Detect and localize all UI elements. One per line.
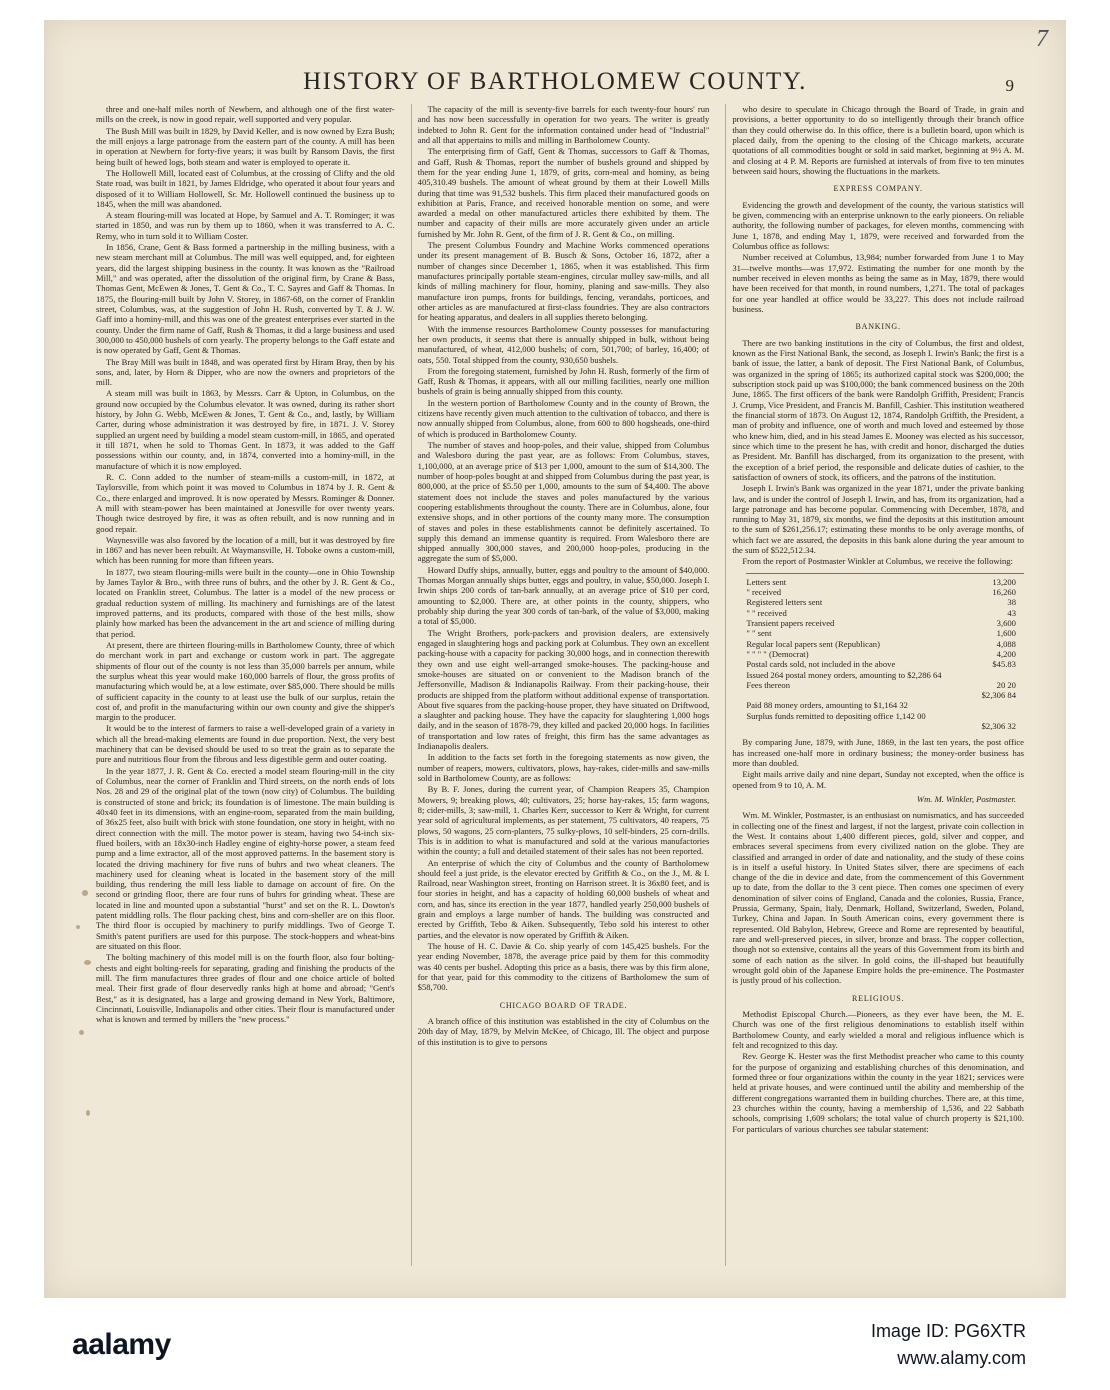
- row-value: 3,600: [996, 617, 1016, 628]
- table-row: [746, 680, 1024, 690]
- row-value: 13,200: [992, 576, 1016, 587]
- postal-statistics-table: [746, 573, 1024, 732]
- paragraph: Eight mails arrive daily and nine depart, Sunday not excepted, when the office is opened from 9 to 10, A. M.: [732, 769, 1024, 790]
- row-label: " received: [746, 587, 782, 597]
- row-value: $45.83: [992, 659, 1016, 670]
- paragraph: In the western portion of Bartholomew County and in the county of Brown, the citizens have recently given much attention to the cultivation of tobacco, and there is now annually shipped from Columbus, alone, from 600 to 800 hogsheads, one-third of which is produced in Bartholomew County.: [417, 397, 710, 439]
- paragraph: Wm. M. Winkler, Postmaster, is an enthusiast on numismatics, and has succeeded in collecting one of the finest and largest, if not the largest, private coin collection in the West. It contains about 1,400 different pieces, gold, silver and copper, and embraces several specimens from every civilized nation on the globe. They are classified and arranged in order of date and nationality, and the study of these coins is in itself a useful history. In United States silver, there are specimens of each change of the die in device and date, from the commencement of this Government up to date, from the dollar to the 3 cent piece. Then comes one specimen of every denomination of silver coins of England, Canada and the colonies, Russia, France, Prussia, Germany, Spain, Italy, Denmark, Holland, Switzerland, Sweden, Poland, Turkey, China and Japan. In South American coins, every government there is represented. Old Babylon, Hebrew, Greece and Rome are represented by beautiful, rare and well-preserved pieces, in silver, bronze and brass. The copper collection, though not so extensive, contains all the years of this Government from its birth and some of each nation as the silver. In gold coins, the ill-shaped but beautifully wrought gold obin of the Japanese Empire holds the pre-eminence. The Postmaster is justly proud of his collection.: [732, 810, 1024, 986]
- row-value: 16,260: [992, 587, 1016, 597]
- alamy-wordmark: alamy: [88, 1328, 171, 1361]
- paragraph: It would be to the interest of farmers to raise a well-developed grain of a variety in which all the bread-making elements are found in due proportion. Next, the very best machinery that can be devised should be used to so treat the grain as to separate the pure and nutritious flour from the fibrous and less digestible germ and outer coating.: [96, 723, 395, 765]
- paragraph: A steam mill was built in 1863, by Messrs. Carr & Upton, in Columbus, on the ground now occupied by the Columbus elevator. It was owned, during its rather short history, by John G. Webb, McEwen & Jones, T. Gent & Co., and, lastly, by William Carter, during whose administration it was destroyed by fire, in 1871. J. V. Storey supplied an urgent need by building a model steam custom-mill, in 1865, and operated it till 1871, when he sold to Thomas Gent. In 1873, it was added to the Gaff possessions within our county, and, in 1874, converted into a hominy-mill, in the manufacture of which it is now employed.: [96, 388, 395, 471]
- section-heading: EXPRESS COMPANY.: [833, 184, 923, 194]
- row-label: Fees thereon: [746, 679, 790, 690]
- paragraph: The bolting machinery of this model mill is on the fourth floor, also four bolting-chests and eight bolting-reels for separating, grading and finishing the products of the mill. The firm manufactures three grades of flour and one choice article of bolted meal. Their first grade of flour deservedly ranks high at home and abroad; "Gent's Best," as it is designated, has a large and growing demand in New York, Baltimore, Cincinnati, Louisville, Indianapolis and other cities. Their flour is manufactured under what is known and termed by millers the "new process.": [96, 952, 395, 1025]
- image-id: Image ID: PG6XTR: [870, 1321, 1026, 1341]
- row-value: 4,200: [996, 648, 1016, 659]
- row-value: 43: [1007, 607, 1016, 618]
- table-row: [746, 628, 1024, 638]
- paragraph: In 1856, Crane, Gent & Bass formed a partnership in the milling business, with a new steam merchant mill at Columbus. The mill was well equipped, and, for eighteen years, did the largest shipping business in the county. It was known as the "Railroad Mill," and was operated, after the dissolution of the original firm, by Crane & Bass, Thomas Gent, McEwen & Jones, T. Gent & Co., T. C. Sayres and Gaff & Thomas. In 1875, the flouring-mill built by John V. Storey, in 1867-68, on the corner of Franklin street, Columbus, was, at the suggestion of John H. Rush, converted by T. & J. W. Gaff into a hominy-mill, and this was one of the greatest enterprises ever started in the county. Under the firm name of Gaff, Rush & Thomas, it did a large business and used 300,000 to 450,000 bushels of corn yearly. The property belongs to the Gaff estate and is now operated by Gaff, Gent & Thomas.: [96, 242, 395, 356]
- row-label: Issued 264 postal money orders, amounting to $2,286 64: [746, 669, 942, 680]
- table-row: [746, 608, 1024, 618]
- row-label: " " " " (Democrat): [746, 648, 809, 659]
- paragraph: With the immense resources Bartholomew County possesses for manufacturing her own products, it seems that there is annually shipped in bulk, without being manufactured, of wheat, 412,000 bushels; of corn, 501,700; of barley, 16,400; of oats, 550. Total shipped from the county, 930,650 bushels.: [417, 323, 710, 365]
- paragraph: In the year 1877, J. R. Gent & Co. erected a model steam flouring-mill in the city of Columbus, near the corner of Franklin and Third streets, on the north ends of lots Nos. 28 and 29 of the original plat of the town (now city) of Columbus. The building is constructed of stone and brick; its foundation is of limestone. The main building is 40x40 feet in its dimensions, with an engine-room, separated from the main building, of 36x25 feet, also built with brick with stone foundation, one story in height, with no direct connection with the mill. The motor power is steam, having two 54-inch six-flued boilers, with an 18x30-inch Hadley engine of eighty-horse power, a steam feed pump and a lime extractor, all of the most approved patterns. In the basement story is located the driving machinery for five runs of buhrs and two wheat cleaners. The machinery used for cleaning wheat is located in the basement story of the mill building, thus rendering the mill less liable to damage on account of fire. On the second or grinding floor, there are four runs of buhrs for grinding wheat. These are located in line and mounted upon a substantial "hurst" and set on the R. L. Dowton's patent middling rolls. The flour packing chest, bins and corn-sheller are on this floor. The third floor is occupied by machinery to purify middlings. Two of George T. Smith's patent purifiers are used for this purpose. The stock-hoppers and wheat-bins are situated on this floor.: [96, 765, 395, 951]
- column-left: [96, 104, 395, 1266]
- table-row: [746, 649, 1024, 659]
- stock-watermark-bar: [44, 1300, 1066, 1390]
- paragraph: Number received at Columbus, 13,984; number forwarded from June 1 to May 31—twelve months—was 17,972. Estimating the number for one month by the number received in eleven months as being the same as in May, 1879, there would have been received for that month, in round numbers, 1,271. The total of packages for one year handled at office would be 33,227. This does not include railroad business.: [732, 252, 1024, 314]
- row-label: Registered letters sent: [746, 597, 823, 608]
- row-label: " " received: [746, 607, 787, 618]
- signature-line: Wm. M. Winkler, Postmaster.: [916, 793, 1016, 804]
- paragraph: From the report of Postmaster Winkler at Columbus, we receive the following:: [742, 556, 1013, 567]
- row-label: Surplus funds remitted to depositing office 1,142 00: [746, 710, 926, 721]
- table-row: [746, 587, 1024, 597]
- paragraph: In addition to the facts set forth in the foregoing statements as now given, the number of reapers, mowers, cultivators, plows, hay-rakes, cider-mills and saw-mills sold in Bartholomew County, are as follows:: [417, 752, 710, 783]
- table-row: [746, 711, 1024, 721]
- table-row: [746, 639, 1024, 649]
- row-label: Regular local papers sent (Republican): [746, 638, 880, 649]
- table-row: [746, 721, 1024, 731]
- row-label: Transient papers received: [746, 617, 835, 628]
- paragraph: Waynesville was also favored by the location of a mill, but it was destroyed by fire in 1867 and has never been rebuilt. At Waymansville, H. Toboke owns a custom-mill, which has been running for more than fifteen years.: [96, 534, 395, 566]
- alamy-logo: [72, 1328, 171, 1362]
- paragraph: By B. F. Jones, during the current year, of Champion Reapers 35, Champion Mowers, 9; breaking plows, 40; cultivators, 25; horse hay-rakes, 15; farm wagons, 8; cider-mills, 3; saw-mill, 1. Charles Kerr, successor to Kerr & Wright, for current year sold of agricultural implements, as per statement, 75 cultivators, 40 reapers, 75 plows, 50 wagons, 25 corn-planters, 75 sulky-plows, 10 self-binders, 25 corn-drills. This is in addition to what is manufactured and sold at the various manufactories within the county; a full and detailed statement of their sales has not been reported.: [417, 784, 710, 857]
- paragraph: The Wright Brothers, pork-packers and provision dealers, are extensively engaged in slaughtering hogs and packing pork at Columbus. They own an excellent packing-house with a capacity for packing 30,000 hogs, and in connection therewith they own and use eight well-arranged smoke-houses. The packing-house and smoke-houses are situated on or convenient to the Madison branch of the Jeffersonville, Madison & Indianapolis Railway. From their packing-house, their products are shipped from the platform without additional expense of transportation. About five squares from the packing-house proper, they have situated on Driftwood, a slaughter and packing house. They have the capacity for slaughtering 1,000 hogs daily, and in the season of 1878-79, they killed and packed 20,000 hogs. In facilities of transportation and low rates of freight, this firm has the same advantages as Indianapolis dealers.: [417, 627, 710, 752]
- table-row: [746, 659, 1024, 669]
- row-value: 1,600: [996, 628, 1016, 639]
- table-row: [746, 577, 1024, 587]
- paragraph: Joseph I. Irwin's Bank was organized in the year 1871, under the private banking law, and is under the control of Joseph I. Irwin, and has, from its organization, had a large patronage and has become popular. Commencing with December, 1878, and running to May 31, 1879, six months, we find the deposits at this institution amount to the sum of $261,256.17; estimating these months to be only average months, of which fact we are assured, the deposits in this bank alone during the year amount to the sum of $522,512.34.: [732, 483, 1024, 556]
- paragraph: The Bush Mill was built in 1829, by David Keller, and is now owned by Ezra Bush; the mill enjoys a large patronage from the eastern part of the county. A mill has been in operation at Newbern for forty-five years; it was built by Ransom Davis, the first being built of hewed logs, both steam and water is employed to operate it.: [96, 125, 395, 167]
- paragraph: The house of H. C. Davie & Co. ship yearly of corn 145,425 bushels. For the year ending November, 1878, the average price paid by them for this commodity was 40 cents per bushel. Adopting this price as a basis, there was by this firm alone, for that year, paid for this commodity to the citizens of Bartholomew the sum of $58,700.: [417, 941, 710, 993]
- table-row: [746, 690, 1024, 700]
- paper-stain: [76, 925, 80, 929]
- text-columns: [96, 104, 1024, 1266]
- paragraph: In 1877, two steam flouring-mills were built in the county—one in Ohio Township by James Taylor & Bro., with three runs of buhrs, and the other by J. R. Gent & Co., located on Franklin street, Columbus. The latter is a model of the new process or gradual reduction system of milling. Its machinery and furnishings are of the latest improved patterns, and its products, compared with those of the best mills, show plainly how marked has been the advancement in the art and science of milling during that period.: [96, 566, 395, 639]
- paper-stain: [82, 890, 88, 896]
- row-value: $2,306 84: [981, 690, 1016, 701]
- paragraph: Methodist Episcopal Church.—Pioneers, as they ever have been, the M. E. Church was one of the first religious denominations to establish itself within Bartholomew County, and early wielded a moral and religious influence which is felt and recognized to this day.: [732, 1009, 1024, 1051]
- table-row: [746, 597, 1024, 607]
- paragraph: At present, there are thirteen flouring-mills in Bartholomew County, three of which do merchant work in part and exchange or custom work in part. The aggregate shipments of flour out of the county is not less than 35,000 barrels per annum, while the surplus wheat this year would make 160,000 barrels of flour, the gross profits of manufacturing which would be, at a low estimate, over $85,000. There should be mills of sufficient capacity in the county to at least use the bulk of our surplus, retain the cost of, and profit in the manufacturing within our own county and give the shipper's margin to the producer.: [96, 639, 395, 723]
- paragraph: Evidencing the growth and development of the county, the various statistics will be given, commencing with an enterprise unknown to the early pioneers. On reliable authority, the following number of packages, for eleven months, commencing with June 1, 1878, and ending May 1, 1879, were received and forwarded from the Columbus office as follows:: [732, 199, 1024, 252]
- row-value: 38: [1007, 597, 1016, 608]
- paragraph: The enterprising firm of Gaff, Gent & Thomas, successors to Gaff & Thomas, and Gaff, Rush & Thomas, report the number of bushels ground and shipped by them for the year ending June 1, 1879, of grits, corn-meal and hominy, as being 405,310.49 bushels. The amount of wheat ground by them at their Lowell Mills during that time was 91,532 bushels. This firm placed their manufactured goods on exhibition at Paris, France, and received honorable mention on some, and were awarded a medal on other manufactured articles there exhibited by them. The number and capacity of their mills are more accurately given under an article furnished by Mr. John R. Gent, of the firm of J. R. Gent & Co., on milling.: [417, 146, 710, 239]
- paragraph: three and one-half miles north of Newbern, and although one of the first water-mills on the creek, is now in good repair, well supported and very popular.: [96, 104, 395, 125]
- paper-stain: [86, 1110, 90, 1116]
- column-middle: [411, 104, 710, 1266]
- image-id-block: [871, 1318, 1026, 1372]
- page-title: HISTORY OF BARTHOLOMEW COUNTY.: [303, 68, 807, 95]
- paragraph: There are two banking institutions in the city of Columbus, the first and oldest, known as the First National Bank, the second, as Joseph I. Irwin's Bank; the first is a bank of issue, the latter, a bank of deposit. The First National Bank, of Columbus, was organized in the spring of 1865; its authorized capital stock was $200,000; the subscription stock paid up was $100,000; the bank commenced business on the 20th June, 1865. The first officers of the bank were Randolph Griffith, President; Francis J. Crump, Vice President, and Francis M. Banfill, Cashier. This institution weathered the financial storm of 1873. On August 12, 1874, Randolph Griffith, the President, a man of probity and influence, one of worth and much loved and esteemed by those who knew him, died, and in his stead James E. Mooney was elected as his successor, since which time to the present he has, with credit and honor, discharged the duties as President. Mr. Banfill has discharged, from its organization to the present, with the exception of a brief period, the responsible and delicate duties of cashier, to the satisfaction of owners of stock, its officers, and the patrons of the institution.: [732, 337, 1024, 482]
- table-row: [746, 700, 1024, 710]
- paper-stain: [84, 960, 91, 965]
- section-heading: RELIGIOUS.: [852, 993, 905, 1003]
- paragraph: The Bray Mill was built in 1848, and was operated first by Hiram Bray, then by his sons, and, later, by Horn & Dipper, who are now the owners and proprietors of the mill.: [96, 356, 395, 388]
- corner-pencil-mark: 7: [1036, 26, 1048, 52]
- paragraph: By comparing June, 1879, with June, 1869, in the last ten years, the post office has increased one-half more in ordinary business; the money-order business has more than doubled.: [732, 737, 1024, 768]
- paragraph: R. C. Conn added to the number of steam-mills a custom-mill, in 1872, at Taylorsville, from which point it was moved to Columbus in 1874 by J. R. Gent & Co., there enlarged and improved. It is now operated by Messrs. Rominger & Donner. A mill with steam-power has been maintained at Jonesville for over twenty years. Though twice destroyed by fire, it was as often rebuilt, and is now running and in good repair.: [96, 471, 395, 534]
- alamy-logo-icon: a: [72, 1328, 89, 1361]
- paragraph: The capacity of the mill is seventy-five barrels for each twenty-four hours' run and has now been successfully in operation for two years. The writer is greatly indebted to John R. Gent for the information contained under head of "Industrial" and all that appertains to mills and milling in Bartholomew County.: [417, 104, 710, 145]
- section-heading: BANKING.: [855, 322, 901, 332]
- paragraph: The Hollowell Mill, located east of Columbus, at the crossing of Clifty and the old State road, was built in 1821, by James Eldridge, who operated it about four years and disposed of it to William Hollowell, Sr. Mr. Hollowell continued the business up to 1845, when the mill was abandoned.: [96, 167, 395, 209]
- paragraph: Howard Duffy ships, annually, butter, eggs and poultry to the amount of $40,000. Thomas Morgan annually ships butter, eggs and poultry, in value, $50,000. Joseph I. Irwin ships 200 cords of tan-bark annually, at an average price of $10 per cord, amounting to $2,000. There are, at other points in the county, shippers, who probably ship during the year 300 cords of tan-bark, of the value of $3,000, making a total of $5,000.: [417, 564, 710, 627]
- paragraph: who desire to speculate in Chicago through the Board of Trade, in grain and provisions, a better opportunity to do so intelligently through their branch office than they could otherwise do. In this office, there is a bulletin board, upon which is placed daily, from the opening to the closing of the Chicago markets, accurate quotations of all commodities bought or sold in said market, beginning at 9½ A. M. and closing at 4 P. M. Reports are furnished at intervals of from five to ten minutes between said hours, showing the fluctuations in the markets.: [732, 104, 1024, 176]
- atlas-page: [44, 20, 1066, 1298]
- paragraph: Rev. George K. Hester was the first Methodist preacher who came to this county for the purpose of organizing and establishing churches of this denomination, and formed three or four organizations within the county in the year 1821; services were held at private houses, and were continued until the ability and membership of the different congregations warranted them in building churches. There are, at this time, 23 churches within the county, having a membership of 1,536, and 22 Sabbath schools, comprising 1,609 scholars; the total value of church property is $21,100. For particulars of various churches see tabular statement:: [732, 1051, 1024, 1134]
- paper-stain: [79, 1030, 84, 1035]
- table-row: [746, 618, 1024, 628]
- row-label: Paid 88 money orders, amounting to $1,164 32: [746, 700, 908, 711]
- section-heading: CHICAGO BOARD OF TRADE.: [499, 1000, 628, 1010]
- paragraph: The present Columbus Foundry and Machine Works commenced operations under its present management of B. Busch & Sons, October 16, 1872, after a number of changes since December 1, 1865, when it was established. This firm manufactures principally portable steam-engines, circular mulley saw-mills, and all kinds of milling machinery for flour, hominy, planing and saw-mills. They also manufacture iron pumps, fronts for buildings, fencing, verandahs, porticoes, and other articles as are manufactured at first-class foundries. They are also contractors for heating apparatus, and dealers in all supplies thereto belonging.: [417, 240, 710, 323]
- page-number: 9: [1005, 76, 1014, 95]
- row-label: Postal cards sold, not included in the above: [746, 659, 896, 670]
- paragraph: An enterprise of which the city of Columbus and the county of Bartholomew should feel a just pride, is the elevator erected by Griffith & Co., on the J., M. & I. Railroad, near Washington street, fronting on Harrison street. It is 36x80 feet, and is four stories in height, and has a capacity of holding 60,000 bushels of wheat and corn, and has, since its erection in the year 1877, handled yearly 250,000 bushels of grain and employs a large number of hands. The building was constructed and erected by Griffith, Tebo & Aiken. Subsequently, Tebo sold his interest to other parties, and the elevator is now operated by Griffith & Aiken.: [417, 857, 710, 940]
- column-right: [725, 104, 1024, 1266]
- paragraph: A steam flouring-mill was located at Hope, by Samuel and A. T. Rominger; it was started in 1850, and was run by them up to 1860, when it was transferred to A. C. Remy, who in turn sold it to William Coster.: [96, 210, 395, 241]
- paragraph: From the foregoing statement, furnished by John H. Rush, formerly of the firm of Gaff, Rush & Thomas, it appears, with all our milling facilities, nearly one million bushels of grain is being annually shipped from this county.: [417, 365, 710, 397]
- table-row: [746, 670, 1024, 680]
- row-label: Letters sent: [746, 576, 787, 587]
- row-label: " " sent: [746, 628, 772, 639]
- paragraph: The number of staves and hoop-poles, and their value, shipped from Columbus and Walesboro during the past year, are as follows: From Columbus, staves, 1,100,000, at an average price of $13 per 1,000, amount to the sum of $14,300. The number of hoop-poles bought at and shipped from Columbus during the past year, is 800,000, at the price of $5.50 per 1,000, amounts to the sum of $4,400. The above statement does not include the staves and poles manufactured by the various coopering establishments throughout the county. There are in Columbus, alone, four extensive shops, and in other portions of the county many more. The consumption of staves and poles in these establishments cannot be definitely ascertained. To supply this demand an immense quantity is required. From Walesboro there are shipped annually 300,000 staves, and 200,000 hoop-poles, producing in the aggregate the sum of $5,000.: [417, 440, 710, 564]
- site-url: www.alamy.com: [897, 1348, 1026, 1368]
- row-value: $2,306 32: [981, 721, 1016, 732]
- row-value: 4,088: [996, 638, 1016, 649]
- row-value: 20 20: [996, 679, 1016, 690]
- paragraph: A branch office of this institution was established in the city of Columbus on the 20th day of May, 1879, by Melvin McKee, of Chicago, Ill. The object and purpose of this institution is to give to persons: [417, 1016, 710, 1047]
